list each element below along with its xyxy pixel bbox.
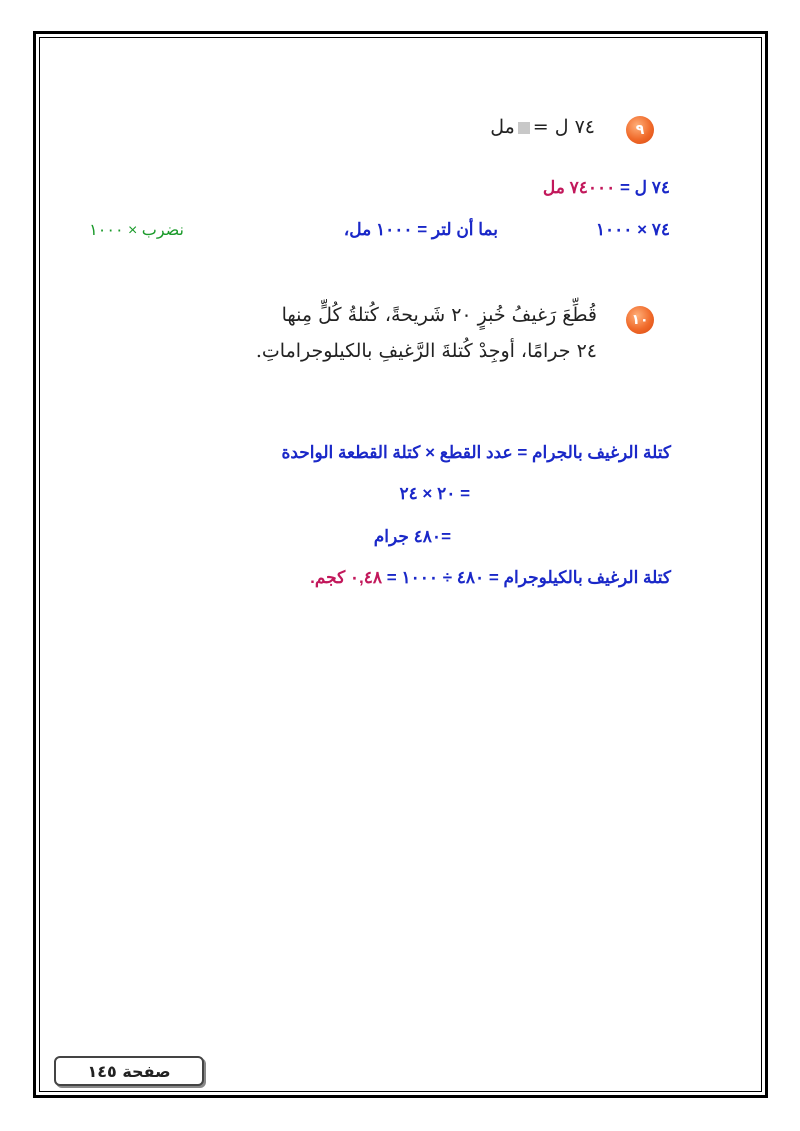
- prompt-right: مل: [490, 116, 515, 138]
- q9-step1: [543, 178, 670, 198]
- prompt-left: ٧٤ ل =: [532, 116, 595, 138]
- q9-step2-hint: نضرب × ١٠٠٠: [89, 222, 184, 239]
- q10-solution-line4-main: كتلة الرغيف بالكيلوجرام = ٤٨٠ ÷ ١٠٠٠ =: [386, 568, 671, 587]
- question-10-badge: ١٠: [626, 306, 654, 334]
- q10-solution-line4: [310, 568, 671, 588]
- question-9-badge: ٩: [626, 116, 654, 144]
- q10-problem-line1: قُطِّعَ رَغيفُ خُبزٍ ٢٠ شَريحةً، كُتلةُ كُلٍّ مِنها: [281, 304, 597, 326]
- q9-step1-left: ٧٤ ل =: [620, 178, 670, 197]
- q9-step2-note: بما أن لتر = ١٠٠٠ مل،: [343, 220, 498, 239]
- blank-box: [518, 122, 530, 134]
- q10-solution-line1: كتلة الرغيف بالجرام = عدد القطع × كتلة القطعة الواحدة: [281, 443, 671, 462]
- q10-final-answer: ٠,٤٨ كجم.: [310, 568, 383, 587]
- question-9-prompt: [490, 116, 595, 138]
- q10-solution-line3: =٤٨٠ جرام: [373, 527, 451, 546]
- q9-step2-calc: ٧٤ × ١٠٠٠: [595, 220, 670, 239]
- q10-problem-line2: ٢٤ جرامًا، أوجِدْ كُتلةَ الرَّغيفِ بالكيلوجراماتِ.: [255, 340, 597, 362]
- q9-step1-answer: ٧٤٠٠٠ مل: [542, 178, 616, 197]
- q10-solution-line2: = ٢٠ × ٢٤: [399, 484, 470, 503]
- page-number-label: صفحة ١٤٥: [54, 1056, 204, 1086]
